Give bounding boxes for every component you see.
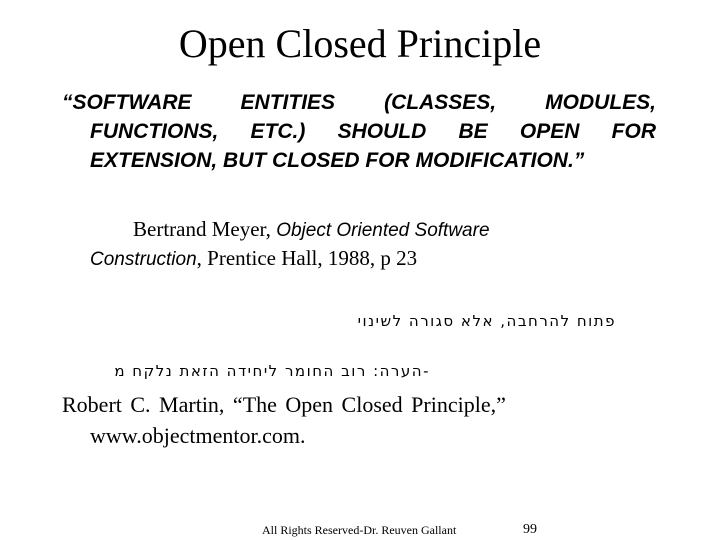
citation-publisher: , Prentice Hall, 1988, p 23: [196, 246, 418, 270]
reference-line-2: www.objectmentor.com.: [90, 423, 306, 448]
citation-author: Bertrand Meyer,: [133, 217, 277, 241]
citation-book-title-cont: Construction: [90, 249, 197, 270]
reference-line-1: Robert C. Martin, “The Open Closed Principle,”: [62, 392, 506, 417]
quote-line-3: EXTENSION, BUT CLOSED FOR MODIFICATION.”: [90, 149, 585, 172]
footer-copyright: All Rights Reserved-Dr. Reuven Gallant: [262, 523, 457, 537]
citation-book-title: Object Oriented Software: [276, 220, 490, 241]
page-number: 99: [523, 522, 537, 537]
slide-title: Open Closed Principle: [178, 21, 542, 66]
hebrew-note: -הערה: רוב החומר ליחידה הזאת נלקח מ: [114, 362, 430, 380]
citation-line-1: [133, 214, 490, 246]
quote-line-1: “SOFTWARE ENTITIES (CLASSES, MODULES,: [62, 91, 656, 114]
hebrew-translation: פתוח להרחבה, אלא סגורה לשינוי: [357, 312, 616, 330]
quote-line-2: FUNCTIONS, ETC.) SHOULD BE OPEN FOR: [90, 120, 656, 143]
citation-line-2: [90, 243, 417, 275]
